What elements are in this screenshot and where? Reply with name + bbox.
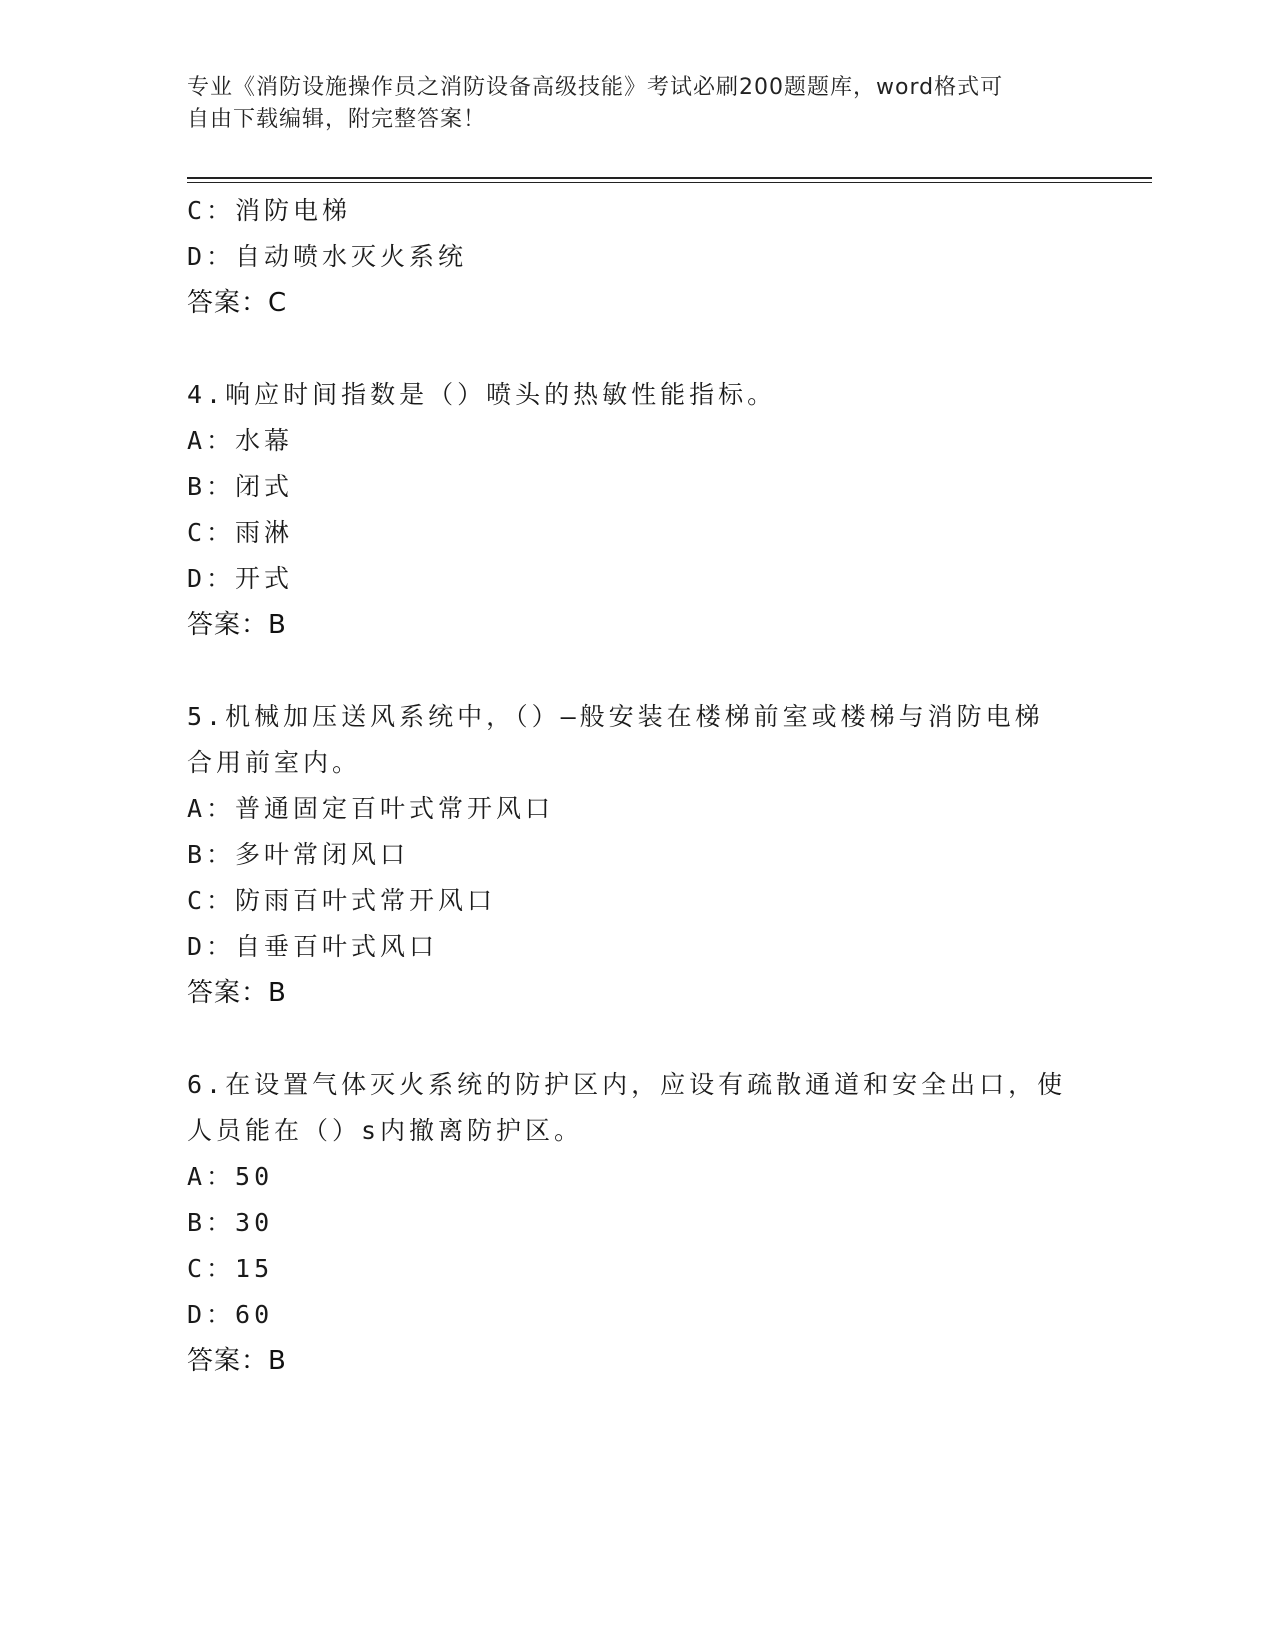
q4-option-b: B：闭式	[187, 472, 294, 501]
q5-option-d: D：自垂百叶式风口	[187, 932, 439, 961]
spacer	[187, 648, 1067, 694]
continued-option-d: D：自动喷水灭火系统	[187, 242, 468, 271]
q5-answer: 答案：B	[187, 978, 287, 1008]
q6-stem-line-2: 人员能在（）s内撤离防护区。	[187, 1116, 584, 1145]
q6-option-a: A：50	[187, 1162, 274, 1191]
q4-option-d: D：开式	[187, 564, 294, 593]
header-divider-thin	[187, 182, 1152, 183]
q5-stem-line-2: 合用前室内。	[187, 748, 362, 777]
q6-option-b: B：30	[187, 1208, 274, 1237]
q5-option-b: B：多叶常闭风口	[187, 840, 410, 869]
q5-stem-line-1: 5.机械加压送风系统中，（）—般安装在楼梯前室或楼梯与消防电梯	[187, 702, 1044, 731]
q6-option-d: D：60	[187, 1300, 274, 1329]
header-line-2: 自由下载编辑，附完整答案！	[187, 107, 487, 132]
q6-option-c: C：15	[187, 1254, 274, 1283]
q4-answer: 答案：B	[187, 610, 287, 640]
spacer	[187, 1016, 1067, 1062]
document-header	[187, 72, 1067, 136]
q4-option-a: A：水幕	[187, 426, 294, 455]
q5-option-a: A：普通固定百叶式常开风口	[187, 794, 555, 823]
continued-answer: 答案：C	[187, 288, 288, 318]
continued-option-c: C：消防电梯	[187, 196, 352, 225]
q6-answer: 答案：B	[187, 1346, 287, 1376]
q5-option-c: C：防雨百叶式常开风口	[187, 886, 497, 915]
q6-stem-line-1: 6.在设置气体灭火系统的防护区内，应设有疏散通道和安全出口，使	[187, 1070, 1067, 1099]
q4-stem: 4.响应时间指数是（）喷头的热敏性能指标。	[187, 380, 777, 409]
header-line-1: 专业《消防设施操作员之消防设备高级技能》考试必刷200题题库，word格式可	[187, 75, 1004, 100]
spacer	[187, 326, 1067, 372]
question-list	[187, 188, 1067, 1384]
q4-option-c: C：雨淋	[187, 518, 294, 547]
header-divider-thick	[187, 177, 1152, 179]
